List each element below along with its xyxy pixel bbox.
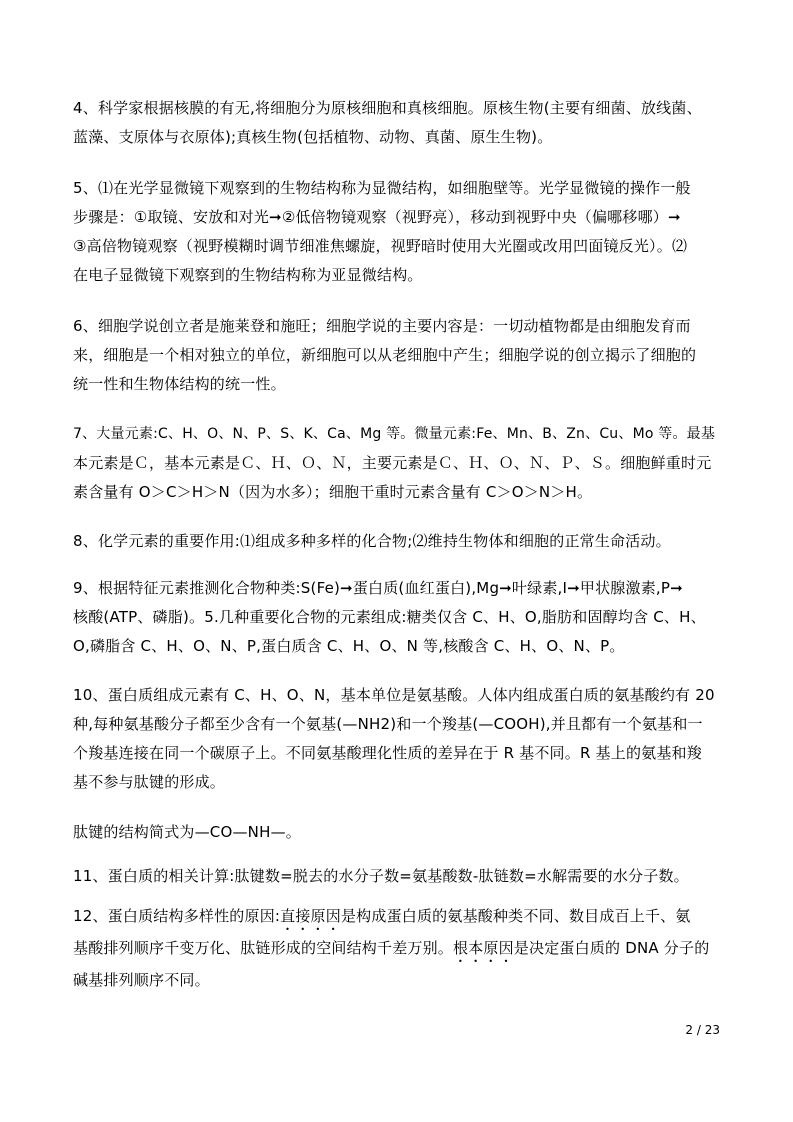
text-line: 8、化学元素的重要作用:⑴组成多种多样的化合物;⑵维持生物体和细胞的正常生命活动。 <box>73 532 671 550</box>
text-line: O,磷脂含 C、H、O、N、P,蛋白质含 C、H、O、N 等,核酸含 C、H、O、N、P。 <box>73 637 625 655</box>
peptide-bond-note <box>73 818 725 847</box>
text-line: 10、蛋白质组成元素有 C、H、O、N，基本单位是氨基酸。人体内组成蛋白质的氨基酸约有 20 <box>73 686 715 704</box>
paragraph-7 <box>73 420 725 507</box>
text-line: 统一性和生物体结构的统一性。 <box>73 375 286 393</box>
text-line: 蓝藻、支原体与衣原体);真核生物(包括植物、动物、真菌、原生生物)。 <box>73 128 553 146</box>
text-line: 个羧基连接在同一个碳原子上。不同氨基酸理化性质的差异在于 R 基不同。R 基上的氨基和羧 <box>73 744 702 762</box>
text-line: 本元素是Ｃ，基本元素是Ｃ、Ｈ、Ｏ、Ｎ，主要元素是Ｃ、Ｈ、Ｏ、Ｎ、Ｐ、Ｓ。细胞鲜重时元 <box>73 454 712 472</box>
text-line: 步骤是：①取镜、安放和对光➞②低倍物镜观察（视野亮），移动到视野中央（偏哪移哪）➞ <box>73 208 681 226</box>
paragraph-12 <box>73 902 725 995</box>
text-line: 9、根据特征元素推测化合物种类:S(Fe)➞蛋白质(血红蛋白),Mg➞叶绿素,I➞甲状腺激素,P➞ <box>73 579 683 597</box>
paragraph-8 <box>73 527 725 556</box>
text-line: 4、科学家根据核膜的有无,将细胞分为原核细胞和真核细胞。原核生物(主要有细菌、放线菌、 <box>73 99 702 117</box>
paragraph-10 <box>73 681 725 797</box>
text-line: 基不参与肽键的形成。 <box>73 773 226 791</box>
text-line: 12、蛋白质结构多样性的原因:直接原因是构成蛋白质的氨基酸种类不同、数目成百上千、氨 <box>73 907 691 925</box>
text-line: 核酸(ATP、磷脂)。5.几种重要化合物的元素组成:糖类仅含 C、H、O,脂肪和固醇均含 C、H、 <box>73 608 706 626</box>
text-line: 7、大量元素:C、H、O、N、P、S、K、Ca、Mg 等。微量元素:Fe、Mn、B、Zn、Cu、Mo 等。最基 <box>73 426 716 442</box>
text-line: 种,每种氨基酸分子都至少含有一个氨基(—NH2)和一个羧基(—COOH),并且都有一个氨基和一 <box>73 715 703 733</box>
text-line: 来，细胞是一个相对独立的单位，新细胞可以从老细胞中产生；细胞学说的创立揭示了细胞的 <box>73 346 697 364</box>
emphasis-root-cause: 根本原因 <box>453 939 514 957</box>
text-line: 在电子显微镜下观察到的生物结构称为亚显微结构。 <box>73 266 423 284</box>
text-line: 11、蛋白质的相关计算:肽键数=脱去的水分子数=氨基酸数-肽链数=水解需要的水分子数。 <box>73 867 689 885</box>
text-line: 6、细胞学说创立者是施莱登和施旺；细胞学说的主要内容是：一切动植物都是由细胞发育而 <box>73 317 691 335</box>
paragraph-11 <box>73 862 725 891</box>
paragraph-4 <box>73 94 725 152</box>
paragraph-5 <box>73 174 725 290</box>
emphasis-direct-cause: 直接原因 <box>280 907 341 925</box>
text-line: 基酸排列顺序千变万化、肽链形成的空间结构千差万别。根本原因是决定蛋白质的 DNA 分子的 <box>73 939 710 957</box>
paragraph-6 <box>73 312 725 399</box>
page-number: 2 / 23 <box>685 1023 720 1037</box>
text-line: 素含量有 O＞C＞H＞N（因为水多）；细胞干重时元素含量有 C＞O＞N＞H。 <box>73 483 593 501</box>
paragraph-9 <box>73 574 725 661</box>
text-line: ③高倍物镜观察（视野模糊时调节细准焦螺旋，视野暗时使用大光圈或改用凹面镜反光）。⑵ <box>73 237 688 255</box>
text-line: 5、⑴在光学显微镜下观察到的生物结构称为显微结构，如细胞壁等。光学显微镜的操作一般 <box>73 179 691 197</box>
text-line: 碱基排列顺序不同。 <box>73 971 210 989</box>
text-line: 肽键的结构简式为—CO—NH—。 <box>73 823 301 841</box>
